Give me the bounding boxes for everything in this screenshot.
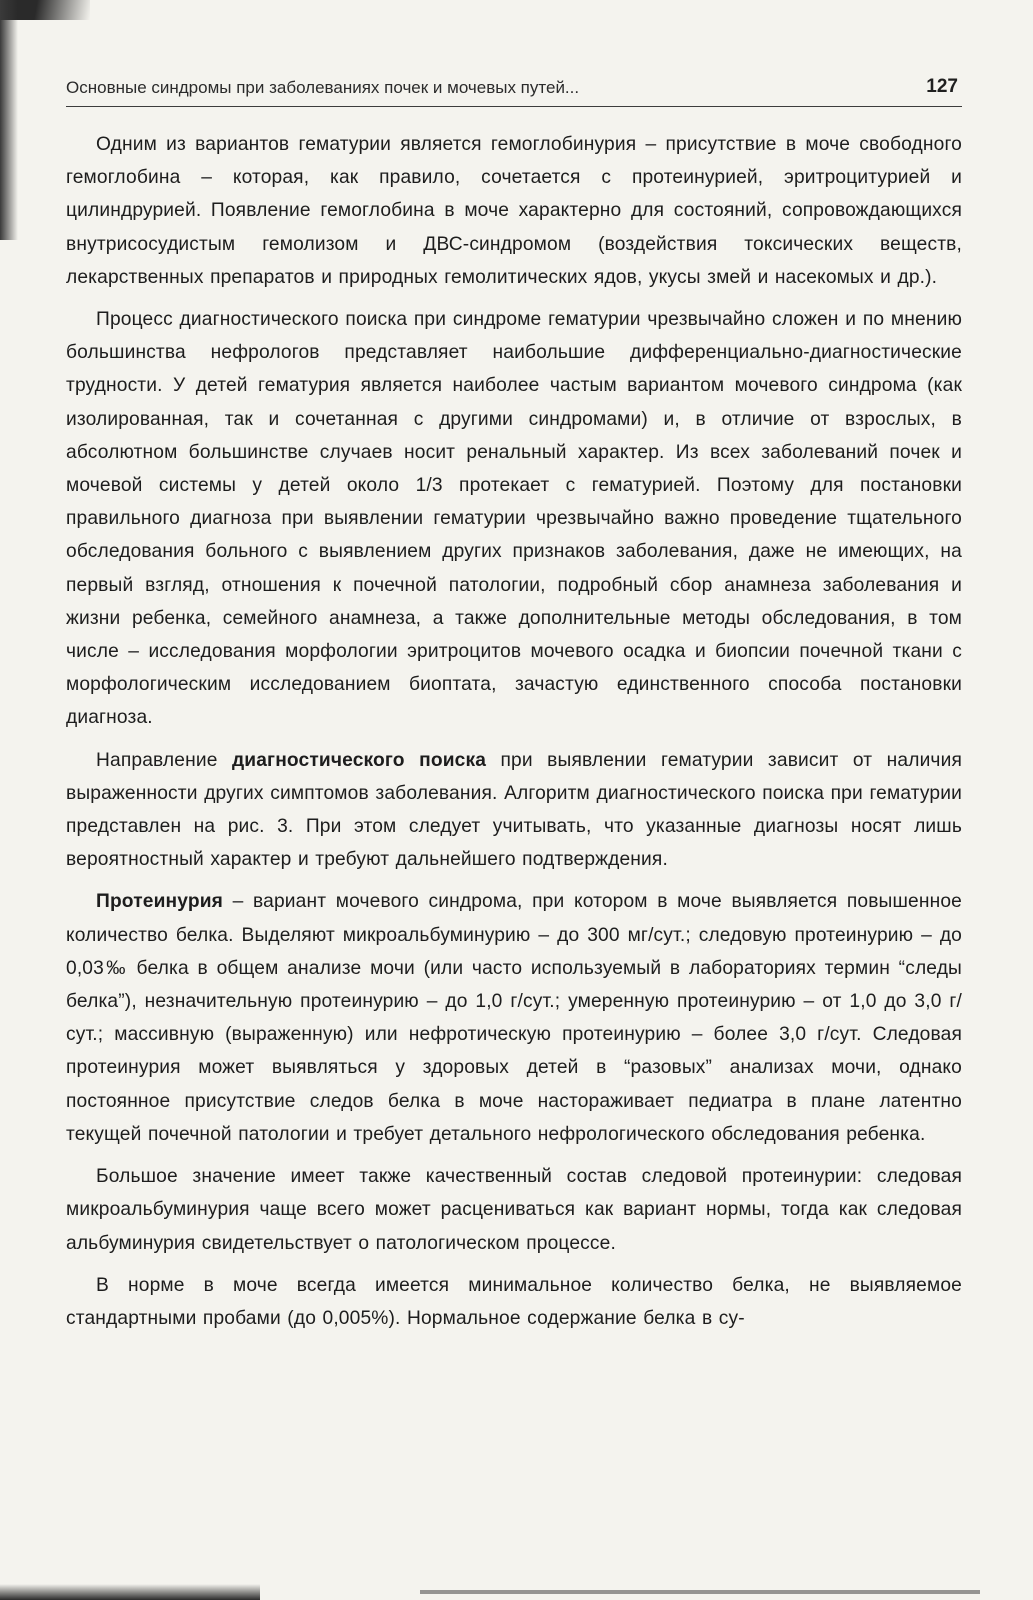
paragraph-text: Одним из вариантов гематурии является гемоглобинурия – присутствие в моче свободного гемоглобина – которая, как правило, сочетается с протеинурией, эритроцитурией и цилиндрурией. Появление гемоглобина в моче характерно для состояний, сопровождающихся внутрисосудистым гемолизом и ДВС-синдромом (воздействия токсических веществ, лекарственных препаратов и природных гемолитических ядов, укусы змей и насекомых и др.). xyxy=(66,134,962,288)
paragraph-qualitative-composition xyxy=(66,1160,962,1260)
bold-term: диагностического поиска xyxy=(231,749,487,771)
paragraph-text: Процесс диагностического поиска при синдроме гематурии чрезвычайно сложен и по мнению большинства нефрологов представляет наибольшие дифференциально-диагностические трудности. У детей гематурия является наиболее частым вариантом мочевого синдрома (как изолированная, так и сочетанная с другими синдромами) и, в отличие от взрослых, в абсолютном большинстве случаев носит ренальный характер. Из всех заболеваний почек и мочевой системы у детей около 1/3 протекает с гематурией. Поэтому для постановки правильного диагноза при выявлении гематурии чрезвычайно важно проведение тщательного обследования больного с выявлением других признаков заболевания, даже не имеющих, на первый взгляд, отношения к почечной патологии, подробный сбор анамнеза заболевания и жизни ребенка, семейного анамнеза, а также дополнительные методы обследования, в том числе – исследования морфологии эритроцитов мочевого осадка и биопсии почечной ткани с морфологическим исследованием биоптата, зачастую единственного способа постановки диагноза. xyxy=(66,309,962,729)
paragraph-text-rest: при выявлении гематурии зависит от наличия выраженности других симптомов заболевания. Алгоритм диагностического поиска при гематурии представлен на рис. 3. При этом следует учитывать, что указанные диагнозы носят лишь вероятностный характер и требуют дальнейшего подтверждения. xyxy=(66,749,962,871)
paragraph-text: В норме в моче всегда имеется минимальное количество белка, не выявляемое стандартными пробами (до 0,005%). Нормальное содержание белка в су- xyxy=(66,1274,962,1329)
paragraph-norm xyxy=(66,1269,962,1335)
page-edge-shadow-left xyxy=(0,0,18,240)
paragraph-diagnostic-process xyxy=(66,303,962,735)
page-number: 127 xyxy=(926,76,958,97)
paragraph-text: Большое значение имеет также качественный состав следовой протеинурии: следовая микроальбуминурия чаще всего может расцениваться как вариант нормы, тогда как следовая альбуминурия свидетельствует о патологическом процессе. xyxy=(66,1166,962,1254)
page-header xyxy=(66,66,962,107)
paragraph-hemoglobinuria xyxy=(66,128,962,294)
body-text xyxy=(66,128,962,1344)
page-edge-shadow-bottom xyxy=(0,1584,260,1600)
running-head: Основные синдромы при заболеваниях почек и мочевых путей... xyxy=(66,78,580,97)
paragraph-diagnostic-direction xyxy=(66,744,962,877)
bold-term: Протеинурия xyxy=(96,891,223,913)
page-edge-line-bottom xyxy=(420,1590,980,1594)
paragraph-text-lead: Направление xyxy=(96,749,232,771)
paragraph-text-rest: – вариант мочевого синдрома, при котором в моче выявляется повышенное количество белка. Выделяют микроальбуминурию – до 300 мг/сут.; следовую протеинурию – до 0,03‰ белка в общем анализе мочи (или часто используемый в лабораториях термин “следы белка”), незначительную протеинурию – до 1,0 г/сут.; умеренную протеинурию – от 1,0 до 3,0 г/сут.; массивную (выраженную) или нефротическую протеинурию – более 3,0 г/сут. Следовая протеинурия может выявляться у здоровых детей в “разовых” анализах мочи, однако постоянное присутствие следов белка в моче настораживает педиатра в плане латентно текущей почечной патологии и требует детального нефрологического обследования ребенка. xyxy=(66,891,962,1145)
paragraph-proteinuria xyxy=(66,885,962,1151)
